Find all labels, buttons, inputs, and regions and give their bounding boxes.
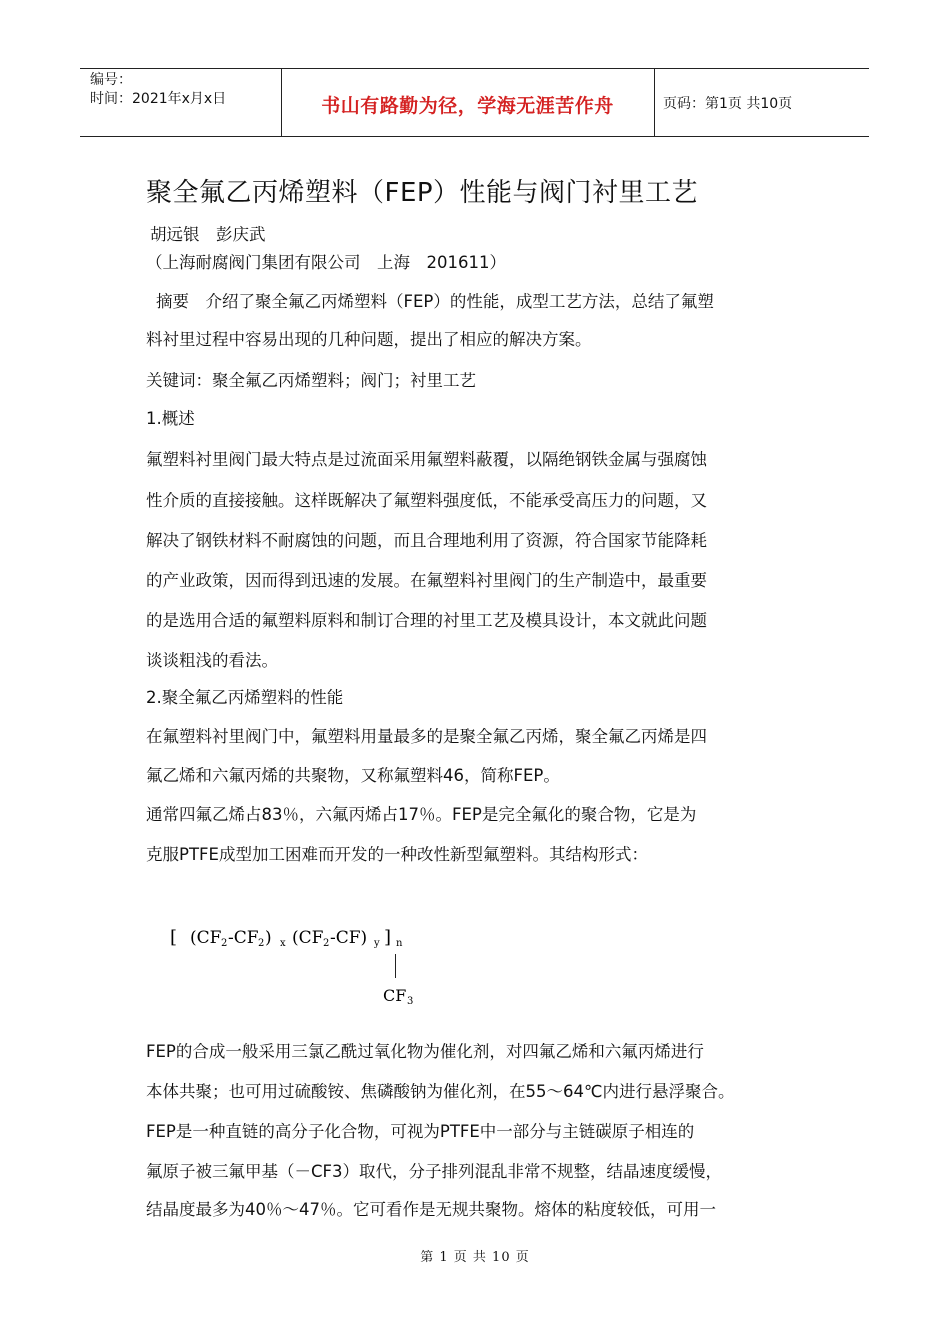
svg-text:y: y (374, 938, 380, 949)
body-line: 通常四氟乙烯占83％，六氟丙烯占17％。FEP是完全氟化的聚合物，它是为 (146, 805, 697, 824)
header-motto: 书山有路勤为径，学海无涯苦作舟 (321, 95, 614, 117)
document-number: 编号： (90, 72, 132, 88)
body-line: FEP是一种直链的高分子化合物，可视为PTFE中一部分与主链碳原子相连的 (146, 1122, 695, 1141)
svg-text:2: 2 (221, 938, 228, 949)
section-heading: 1.概述 (146, 409, 195, 428)
svg-text:n: n (396, 938, 403, 949)
body-line: 克服PTFE成型加工困难而开发的一种改性新型氟塑料。其结构形式： (146, 845, 648, 864)
header-meta (90, 71, 226, 109)
body-line: 本体共聚；也可用过硫酸铵、焦磷酸钠为催化剂，在55～64℃内进行悬浮聚合。 (146, 1082, 735, 1101)
svg-text:2: 2 (323, 938, 330, 949)
body-line: 解决了钢铁材料不耐腐蚀的问题，而且合理地利用了资源，符合国家节能降耗 (146, 531, 707, 550)
abstract-line: 摘要 介绍了聚全氟乙丙烯塑料（FEP）的性能，成型工艺方法，总结了氟塑 (156, 292, 714, 311)
abstract-line: 料衬里过程中容易出现的几种问题，提出了相应的解决方案。 (146, 330, 592, 349)
page-footer: 第 1 页 共 10 页 (420, 1250, 530, 1265)
body-line: 性介质的直接接触。这样既解决了氟塑料强度低，不能承受高压力的问题，又 (146, 491, 707, 510)
page-header (80, 68, 869, 137)
body-line: 谈谈粗浅的看法。 (146, 651, 278, 670)
affiliation: （上海耐腐阀门集团有限公司 上海 201611） (146, 253, 506, 272)
keywords: 关键词：聚全氟乙丙烯塑料；阀门；衬里工艺 (146, 371, 476, 390)
formula-bond-line (395, 954, 396, 978)
body-line: FEP的合成一般采用三氯乙酰过氧化物为催化剂，对四氟乙烯和六氟丙烯进行 (146, 1042, 704, 1061)
svg-text:[: [ (170, 927, 178, 948)
cf3-group-graphic (383, 984, 423, 1008)
authors: 胡远银 彭庆武 (150, 225, 266, 244)
formula-side-group (383, 984, 423, 1013)
section-heading: 2.聚全氟乙丙烯塑料的性能 (146, 688, 344, 707)
structural-formula (170, 924, 510, 1014)
svg-text:x: x (280, 938, 286, 949)
body-line: 在氟塑料衬里阀门中，氟塑料用量最多的是聚全氟乙丙烯，聚全氟乙丙烯是四 (146, 727, 707, 746)
body-line: 氟乙烯和六氟丙烯的共聚物，又称氟塑料46，简称FEP。 (146, 766, 560, 785)
body-line: 的产业政策，因而得到迅速的发展。在氟塑料衬里阀门的生产制造中，最重要 (146, 571, 707, 590)
header-divider (654, 69, 655, 136)
formula-main (170, 924, 500, 955)
body-line: 的是选用合适的氟塑料原料和制订合理的衬里工艺及模具设计，本文就此问题 (146, 611, 707, 630)
svg-text:]: ] (384, 927, 392, 948)
svg-text:3: 3 (407, 996, 414, 1007)
formula-main-graphic (170, 924, 500, 950)
body-line: 结晶度最多为40％～47％。它可看作是无规共聚物。熔体的粘度较低，可用一 (146, 1200, 716, 1219)
body-line: 氟塑料衬里阀门最大特点是过流面采用氟塑料蔽覆，以隔绝钢铁金属与强腐蚀 (146, 450, 707, 469)
document-date: 时间：2021年x月x日 (90, 91, 227, 107)
svg-text:-CF: -CF (228, 928, 259, 948)
svg-text:CF: CF (383, 986, 407, 1005)
svg-text:): ) (265, 928, 272, 948)
svg-text:(CF: (CF (292, 928, 324, 948)
svg-text:-CF): -CF) (330, 928, 368, 948)
svg-text:(CF: (CF (190, 928, 222, 948)
body-line: 氟原子被三氟甲基（－CF3）取代，分子排列混乱非常不规整，结晶速度缓慢， (146, 1162, 723, 1181)
document-title: 聚全氟乙丙烯塑料（FEP）性能与阀门衬里工艺 (146, 178, 699, 208)
svg-text:2: 2 (258, 938, 265, 949)
header-page-info: 页码：第1页 共10页 (663, 96, 793, 112)
